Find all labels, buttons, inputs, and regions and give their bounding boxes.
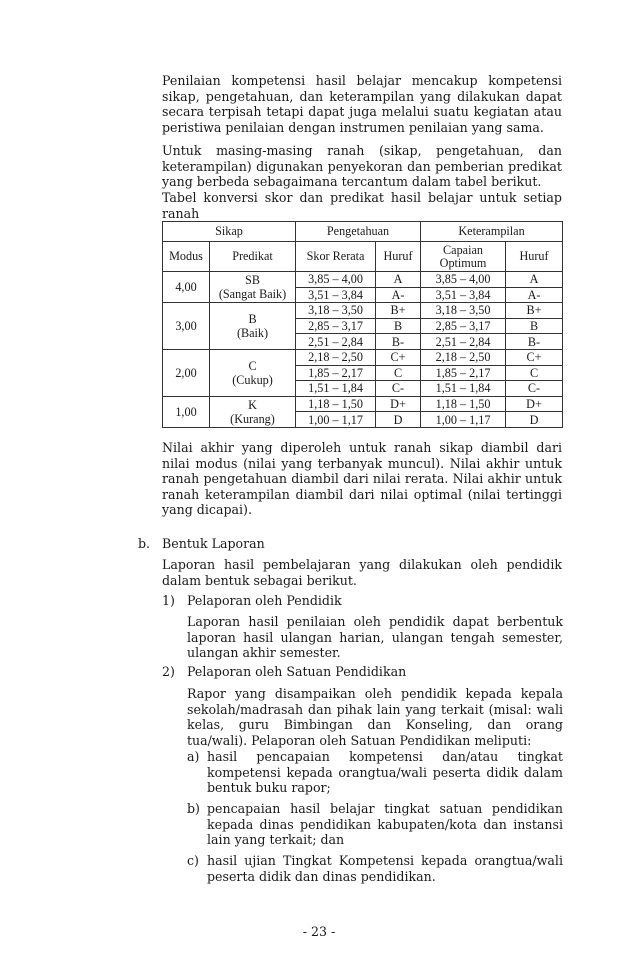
item1-body: Laporan hasil penilaian oleh pendidik dapat berbentuk laporan hasil ulangan harian, ulangan tengah semester, ulangan akhir semester.: [187, 614, 563, 661]
header-keterampilan: Keterampilan: [421, 222, 563, 242]
capaian-cell: 1,18 – 1,50: [421, 396, 506, 412]
huruf2-cell: C+: [506, 349, 563, 365]
skor-cell: 1,00 – 1,17: [296, 412, 376, 428]
predikat-desc: (Cukup): [232, 372, 273, 387]
skor-cell: 1,51 – 1,84: [296, 381, 376, 397]
table-column-header-row: [163, 242, 563, 272]
capaian-cell: 1,85 – 2,17: [421, 365, 506, 381]
section-b-label: b.: [138, 536, 151, 551]
huruf-cell: C: [376, 365, 421, 381]
table-group-header-row: [163, 222, 563, 242]
sub-item-text: hasil ujian Tingkat Kompetensi kepada orangtua/wali peserta didik dan dinas pendidikan.: [207, 853, 563, 884]
sub-item-text: hasil pencapaian kompetensi dan/atau tingkat kompetensi kepada orangtua/wali peserta didik dalam bentuk buku rapor;: [207, 749, 563, 796]
page-number: - 23 -: [302, 924, 336, 939]
table-caption: Tabel konversi skor dan predikat hasil belajar untuk setiap ranah: [162, 190, 562, 221]
predikat-code: K: [248, 397, 257, 412]
section-b-intro: Laporan hasil pembelajaran yang dilakukan oleh pendidik dalam bentuk sebagai berikut.: [162, 557, 562, 588]
table-row: [163, 303, 563, 319]
huruf2-cell: D: [506, 412, 563, 428]
modus-cell: 2,00: [163, 349, 210, 396]
table-row: [163, 272, 563, 288]
item1-title: Pelaporan oleh Pendidik: [187, 593, 342, 608]
huruf-cell: B+: [376, 303, 421, 319]
sub-item-label: a): [187, 749, 200, 764]
item2-title: Pelaporan oleh Satuan Pendidikan: [187, 664, 407, 679]
huruf-cell: D+: [376, 396, 421, 412]
skor-cell: 2,18 – 2,50: [296, 349, 376, 365]
header-predikat: Predikat: [210, 242, 296, 272]
table-row: [163, 349, 563, 365]
header-pengetahuan: Pengetahuan: [296, 222, 421, 242]
huruf2-cell: D+: [506, 396, 563, 412]
table-row: [163, 396, 563, 412]
predikat-cell: [210, 272, 296, 303]
header-sikap: Sikap: [163, 222, 296, 242]
huruf-cell: C-: [376, 381, 421, 397]
header-capaian-optimum: Capaian Optimum: [421, 242, 506, 272]
intro-paragraph-1: Penilaian kompetensi hasil belajar mencakup kompetensi sikap, pengetahuan, dan keterampilan yang dilakukan dapat secara terpisah tetapi dapat juga melalui suatu kegiatan atau peristiwa penilaian dengan instrumen penilaian yang sama.: [162, 73, 562, 135]
huruf2-cell: A-: [506, 287, 563, 303]
sub-item-text: pencapaian hasil belajar tingkat satuan pendidikan kepada dinas pendidikan kabupaten/kota dan instansi lain yang terkait; dan: [207, 801, 563, 848]
modus-cell: 4,00: [163, 272, 210, 303]
huruf-cell: C+: [376, 349, 421, 365]
huruf2-cell: B+: [506, 303, 563, 319]
huruf2-cell: C-: [506, 381, 563, 397]
huruf2-cell: B: [506, 318, 563, 334]
conversion-table: [162, 221, 563, 428]
capaian-cell: 3,51 – 3,84: [421, 287, 506, 303]
skor-cell: 3,51 – 3,84: [296, 287, 376, 303]
capaian-cell: 1,00 – 1,17: [421, 412, 506, 428]
predikat-code: SB: [245, 272, 260, 287]
skor-cell: 2,51 – 2,84: [296, 334, 376, 350]
skor-cell: 1,85 – 2,17: [296, 365, 376, 381]
predikat-desc: (Kurang): [230, 411, 275, 426]
header-skor-rerata: Skor Rerata: [296, 242, 376, 272]
capaian-cell: 2,51 – 2,84: [421, 334, 506, 350]
capaian-cell: 3,85 – 4,00: [421, 272, 506, 288]
predikat-code: B: [248, 311, 257, 326]
header-huruf: Huruf: [376, 242, 421, 272]
predikat-desc: (Sangat Baik): [218, 287, 287, 302]
sub-item-label: c): [187, 853, 199, 868]
capaian-cell: 2,85 – 3,17: [421, 318, 506, 334]
predikat-cell: [210, 349, 296, 396]
section-b-title: Bentuk Laporan: [162, 536, 265, 551]
huruf-cell: B-: [376, 334, 421, 350]
item2-number: 2): [162, 664, 175, 679]
predikat-cell: [210, 303, 296, 350]
huruf2-cell: B-: [506, 334, 563, 350]
predikat-desc: (Baik): [236, 326, 269, 341]
item2-body: Rapor yang disampaikan oleh pendidik kepada kepala sekolah/madrasah dan pihak lain yang terkait (misal: wali kelas, guru Bimbingan dan Konseling, dan orang tua/wali). Pelaporan oleh Satuan Pendidikan meliputi:: [187, 686, 563, 748]
predikat-code: C: [248, 358, 257, 373]
modus-cell: 3,00: [163, 303, 210, 350]
skor-cell: 3,18 – 3,50: [296, 303, 376, 319]
skor-cell: 1,18 – 1,50: [296, 396, 376, 412]
huruf-cell: B: [376, 318, 421, 334]
huruf-cell: D: [376, 412, 421, 428]
modus-cell: 1,00: [163, 396, 210, 427]
capaian-cell: 2,18 – 2,50: [421, 349, 506, 365]
header-modus: Modus: [163, 242, 210, 272]
skor-cell: 2,85 – 3,17: [296, 318, 376, 334]
huruf2-cell: A: [506, 272, 563, 288]
item1-number: 1): [162, 593, 175, 608]
capaian-cell: 3,18 – 3,50: [421, 303, 506, 319]
capaian-cell: 1,51 – 1,84: [421, 381, 506, 397]
huruf-cell: A: [376, 272, 421, 288]
huruf2-cell: C: [506, 365, 563, 381]
intro-paragraph-2: Untuk masing-masing ranah (sikap, pengetahuan, dan keterampilan) digunakan penyekoran dan pemberian predikat yang berbeda sebagaimana tercantum dalam tabel berikut.: [162, 143, 562, 190]
huruf-cell: A-: [376, 287, 421, 303]
predikat-cell: [210, 396, 296, 427]
skor-cell: 3,85 – 4,00: [296, 272, 376, 288]
after-table-paragraph: Nilai akhir yang diperoleh untuk ranah sikap diambil dari nilai modus (nilai yang terbanyak muncul). Nilai akhir untuk ranah pengetahuan diambil dari nilai rerata. Nilai akhir untuk ranah keterampilan diambil dari nilai optimal (nilai tertinggi yang dicapai).: [162, 440, 562, 518]
sub-item-label: b): [187, 801, 200, 816]
header-huruf-keterampilan: Huruf: [506, 242, 563, 272]
